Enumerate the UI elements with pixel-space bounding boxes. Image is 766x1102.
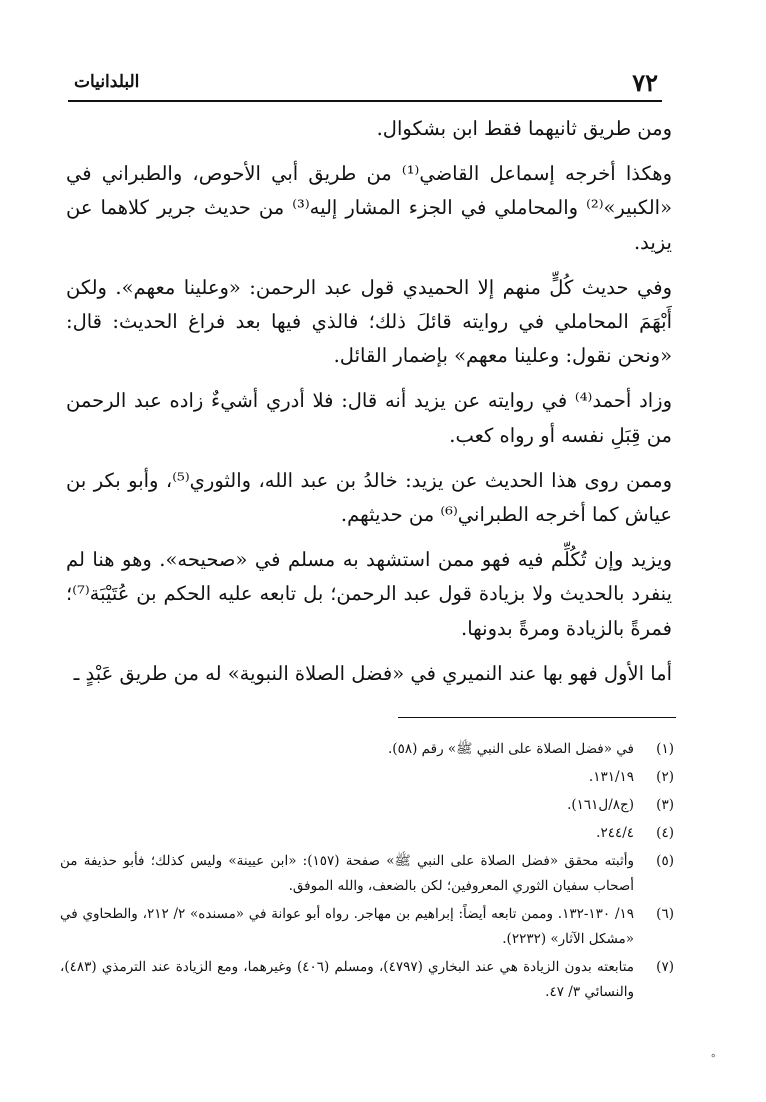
paragraph: أما الأول فهو بها عند النميري في «فضل الصلاة النبوية» له من طريق عَبْدٍ ـ [73, 661, 672, 685]
footnote-text: في «فضل الصلاة على النبي ﷺ» رقم (٥٨). [388, 741, 634, 757]
footnote-text: (ج٨/ل١٦١). [567, 797, 634, 813]
footnote-number: (٦) [656, 906, 674, 922]
paragraph: وهكذا أخرجه إسماعل القاضي⁽¹⁾ من طريق أبي الأحوص، والطبراني في «الكبير»⁽²⁾ والمحاملي في الجزء المشار إليه⁽³⁾ من حديث جرير كلاهما عن يزيد. [66, 162, 672, 254]
footnote-text: ٢٤٤/٤. [596, 825, 634, 841]
footnote-number: (٧) [656, 959, 674, 975]
paragraph: ويزيد وإن تُكُلِّم فيه فهو ممن استشهد به مسلم في «صحيحه». وهو هنا لم ينفرد بالحديث ولا بزيادة قول عبد الرحمن؛ بل تابعه عليه الحكم بن عُتَيْبَة⁽⁷⁾؛ فمرةً بالزيادة ومرةً بدونها. [66, 548, 672, 640]
paragraph: ومن طريق ثانيهما فقط ابن بشكوال. [376, 117, 672, 140]
main-text [66, 112, 672, 702]
footnote-item [60, 955, 674, 1005]
footnotes [60, 737, 674, 1008]
footnote-item [60, 821, 674, 846]
page-number: ٧٢ [632, 68, 658, 97]
footnote-number: (٥) [656, 853, 674, 869]
footnote-text: وأثبته محقق «فضل الصلاة على النبي ﷺ» صفحة (١٥٧): «ابن عيينة» وليس كذلك؛ فأبو حذيفة من أصحاب سفيان الثوري المعروفين؛ لكن بالضعف، والله الموفق. [60, 853, 634, 894]
page-header [68, 70, 662, 102]
running-title: البلدانيات [74, 72, 140, 92]
footnote-item [60, 737, 674, 762]
footnote-number: (٢) [656, 769, 674, 785]
footnote-item [60, 765, 674, 790]
footnote-item [60, 793, 674, 818]
footnote-text: ١٩/ ١٣٠-١٣٢. وممن تابعه أيضاً: إبراهيم بن مهاجر. رواه أبو عوانة في «مسنده» ٢/ ٢١٢، والطحاوي في «مشكل الآثار» (٢٢٣٢). [60, 906, 635, 947]
footnote-item [60, 849, 674, 899]
paragraph: وممن روى هذا الحديث عن يزيد: خالدُ بن عبد الله، والثوري⁽⁵⁾، وأبو بكر بن عياش كما أخرجه الطبراني⁽⁶⁾ من حديثهم. [66, 468, 672, 527]
footnote-number: (١) [656, 741, 674, 757]
footnote-text: متابعته بدون الزيادة هي عند البخاري (٤٧٩٧)، ومسلم (٤٠٦) وغيرهما، ومع الزيادة عند الترمذي (٤٨٣)، والنسائي ٣/ ٤٧. [60, 959, 635, 1000]
footnote-separator [398, 717, 676, 718]
footnote-text: ١٣١/١٩. [588, 769, 634, 785]
corner-mark: ه [711, 1050, 716, 1060]
paragraph: وزاد أحمد⁽⁴⁾ في روايته عن يزيد أنه قال: فلا أدري أشيءٌ زاده عبد الرحمن من قِبَلِ نفسه أو رواه كعب. [66, 389, 673, 447]
footnote-item [60, 902, 674, 952]
footnote-number: (٣) [656, 797, 674, 813]
footnote-number: (٤) [656, 825, 674, 841]
paragraph: وفي حديث كُلٍّ منهم إلا الحميدي قول عبد الرحمن: «وعلينا معهم». ولكن أَبْهَمَ المحاملي في روايته قائلَ ذلك؛ فالذي فيها بعد فراغ الحديث: قال: «ونحن نقول: وعلينا معهم» بإضمار القائل. [66, 275, 672, 368]
